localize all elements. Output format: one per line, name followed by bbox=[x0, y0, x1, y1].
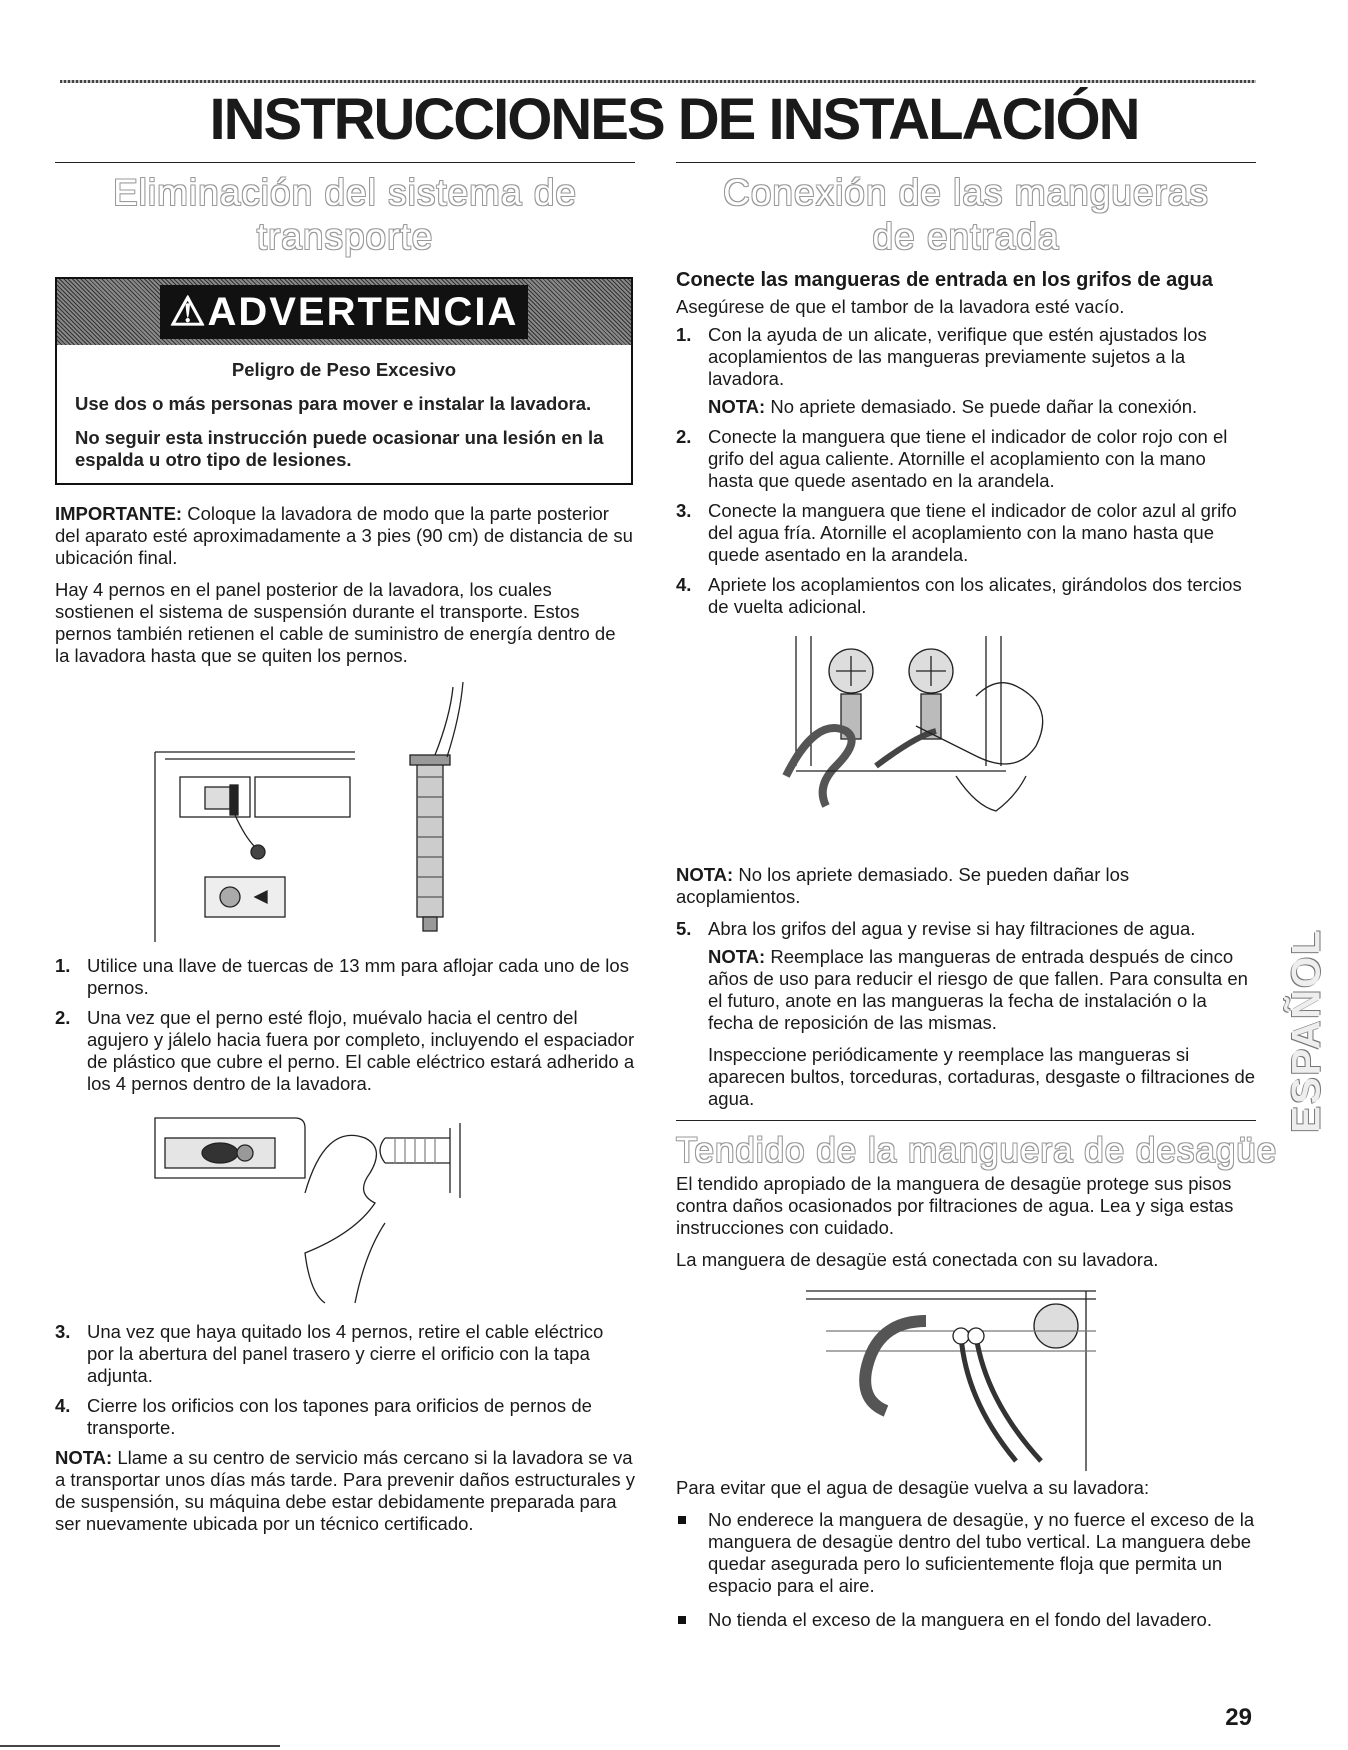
list-item: 4. Apriete los acoplamientos con los alicates, girándolos dos tercios de vuelta adicional. bbox=[676, 574, 1242, 617]
list-item: 1. Utilice una llave de tuercas de 13 mm para aflojar cada uno de los pernos. bbox=[55, 955, 629, 998]
list-item: 1. Con la ayuda de un alicate, verifique que estén ajustados los acoplamientos de las mangueras previamente sujetos a la lavadora. NOTA: No apriete demasiado. Se puede dañar la conexión. bbox=[676, 324, 1256, 418]
inlet-step-5 bbox=[676, 918, 1256, 1110]
list-item: 3. Conecte la manguera que tiene el indicador de color azul al grifo del agua fría. Atornille el acoplamiento con la mano hasta que quede asentado en la arandela. bbox=[676, 500, 1237, 565]
drain-paragraph-2: La manguera de desagüe está conectada con su lavadora. bbox=[676, 1249, 1159, 1270]
section-title-drain: Tendido de la manguera de desagüe bbox=[676, 1131, 1278, 1170]
warning-subtitle: Peligro de Peso Excesivo bbox=[231, 359, 457, 380]
drain-paragraph-1: El tendido apropiado de la manguera de desagüe protege sus pisos contra daños ocasionados por filtraciones de agua. Lea y siga estas instrucciones con cuidado. bbox=[676, 1173, 1234, 1238]
drain-paragraph-3: Para evitar que el agua de desagüe vuelva a su lavadora: bbox=[676, 1477, 1150, 1498]
transport-steps-b bbox=[55, 1321, 635, 1439]
warning-label: ⚠ADVERTENCIA bbox=[160, 285, 529, 339]
inlet-intro: Asegúrese de que el tambor de la lavadora esté vacío. bbox=[676, 296, 1125, 317]
page-number: 29 bbox=[1225, 1704, 1252, 1731]
transport-note: NOTA: Llame a su centro de servicio más cercano si la lavadora se va a transportar unos días más tarde. Para prevenir daños estructurales y de suspensión, su máquina debe estar debidamente preparada para ser nuevamente ubicada por un técnico certificado. bbox=[55, 1447, 635, 1534]
step5-extra: Inspeccione periódicamente y reemplace las mangueras si aparecen bultos, torceduras, cortaduras, desgaste o filtraciones de agua. bbox=[708, 1044, 1256, 1109]
right-column bbox=[676, 162, 1278, 1643]
section-title-transport: Eliminación del sistema de transporte bbox=[112, 172, 578, 257]
step1-note: NOTA: No apriete demasiado. Se puede dañar la conexión. bbox=[708, 396, 1198, 417]
bottom-rule bbox=[0, 1745, 280, 1747]
inlet-steps bbox=[676, 324, 1256, 618]
transport-steps-a bbox=[55, 955, 635, 1095]
section-title-inlet-hoses-1: Conexión de las mangueras bbox=[723, 172, 1209, 213]
rear-panel-bolt-illustration bbox=[55, 677, 635, 947]
list-item: 4. Cierre los orificios con los tapones para orificios de pernos de transporte. bbox=[55, 1395, 592, 1438]
top-rule bbox=[60, 80, 1256, 83]
list-item: 2. Una vez que el perno esté flojo, muévalo hacia el centro del agujero y jálelo hacia fuera por completo, incluyendo el espaciador de plástico que cubre el perno. El cable eléctrico estará adherido a los 4 pernos dentro de la lavadora. bbox=[55, 1007, 635, 1094]
warning-header bbox=[57, 279, 631, 345]
drain-section-rule bbox=[676, 1120, 1256, 1121]
warning-line-1: Use dos o más personas para mover e instalar la lavadora. bbox=[75, 393, 592, 414]
list-item: 5. Abra los grifos del agua y revise si hay filtraciones de agua. NOTA: Reemplace las mangueras de entrada después de cinco años de uso para reducir el riesgo de que fallen. Para consulta en el futuro, anote en las mangueras la fecha de instalación o la fecha de reposición de las mismas. Inspeccione periódicamente y reemplace las mangueras si aparecen bultos, torceduras, cortaduras, desgaste o filtraciones de agua. bbox=[676, 918, 1256, 1109]
drain-hose-illustration bbox=[676, 1281, 1256, 1471]
step5-note: NOTA: Reemplace las mangueras de entrada después de cinco años de uso para reducir el riesgo de que fallen. Para consulta en el futuro, anote en las mangueras la fecha de instalación o la fecha de reposición de las mismas. bbox=[708, 946, 1248, 1033]
bolts-paragraph: Hay 4 pernos en el panel posterior de la lavadora, los cuales sostienen el sistema de suspensión durante el transporte. Estos pernos también retienen el cable de suministro de energía dentro de la lavadora hasta que se quiten los pernos. bbox=[55, 579, 616, 666]
language-side-tab: ESPAÑOL bbox=[1284, 927, 1329, 1133]
inlet-note-2: NOTA: No los apriete demasiado. Se pueden dañar los acoplamientos. bbox=[676, 864, 1130, 907]
warning-body bbox=[57, 345, 631, 483]
section-title-inlet-hoses-2: de entrada bbox=[872, 216, 1060, 257]
page-title: INSTRUCCIONES DE INSTALACIÓN bbox=[209, 87, 1139, 152]
list-item: No enderece la manguera de desagüe, y no fuerce el exceso de la manguera de desagüe dentro del tubo vertical. La manguera debe quedar asegurada pero lo suficientemente floja que permita un espacio para el aire. bbox=[676, 1509, 1256, 1597]
left-section-rule bbox=[55, 162, 635, 163]
inlet-subheading: Conecte las mangueras de entrada en los grifos de agua bbox=[676, 269, 1213, 291]
warning-box bbox=[55, 277, 633, 485]
warning-line-2: No seguir esta instrucción puede ocasionar una lesión en la espalda u otro tipo de lesiones. bbox=[75, 427, 604, 470]
list-item: 3. Una vez que haya quitado los 4 pernos, retire el cable eléctrico por la abertura del panel trasero y cierre el orificio con la tapa adjunta. bbox=[55, 1321, 604, 1386]
faucet-pliers-illustration bbox=[676, 626, 1256, 856]
left-column bbox=[55, 162, 635, 1545]
right-section-rule bbox=[676, 162, 1256, 163]
important-paragraph: IMPORTANTE: Coloque la lavadora de modo que la parte posterior del aparato esté aproximadamente a 3 pies (90 cm) de distancia de su ubicación final. bbox=[55, 503, 633, 568]
list-item: No tienda el exceso de la manguera en el fondo del lavadero. bbox=[676, 1609, 1256, 1631]
drain-bullets bbox=[676, 1509, 1256, 1631]
list-item: 2. Conecte la manguera que tiene el indicador de color rojo con el grifo del agua caliente. Atornille el acoplamiento con la mano hasta que quede asentado en la arandela. bbox=[676, 426, 1228, 491]
bolt-removal-illustration bbox=[55, 1103, 635, 1313]
